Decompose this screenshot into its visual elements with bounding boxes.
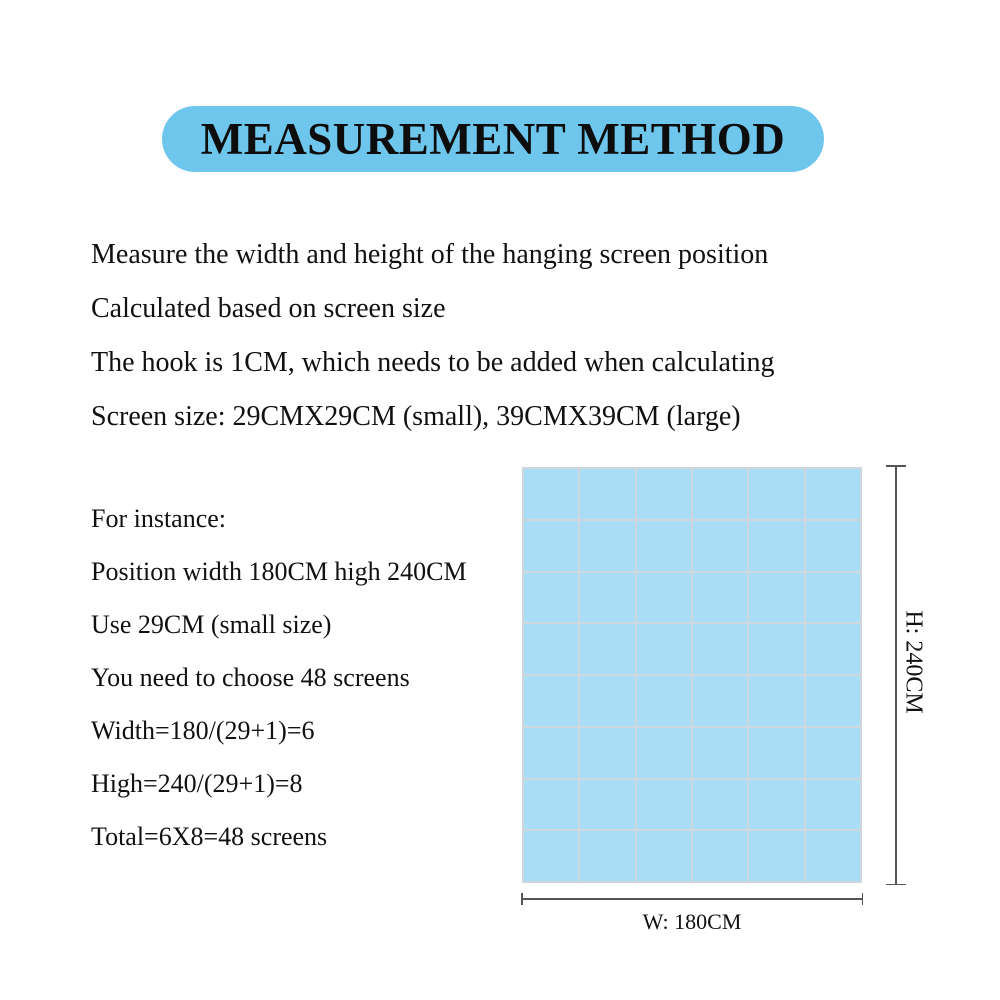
screen-tile <box>693 469 747 519</box>
screen-tile <box>749 624 803 674</box>
screen-tile <box>806 469 860 519</box>
screen-tile <box>637 521 691 571</box>
example-line-position: Position width 180CM high 240CM <box>91 557 467 586</box>
screen-tile <box>806 831 860 881</box>
screen-tile <box>749 831 803 881</box>
screen-tile <box>806 780 860 830</box>
screen-tile <box>693 728 747 778</box>
screen-tile <box>693 573 747 623</box>
title-banner <box>162 106 824 172</box>
screen-tile <box>637 831 691 881</box>
screen-tile <box>806 521 860 571</box>
example-line-screen-count: You need to choose 48 screens <box>91 663 410 692</box>
screen-tile <box>693 624 747 674</box>
screen-tile <box>524 573 578 623</box>
screen-tile <box>637 624 691 674</box>
screen-tile <box>806 728 860 778</box>
screen-tile <box>637 728 691 778</box>
height-label: H: 240CM <box>900 610 927 714</box>
screen-tile <box>749 728 803 778</box>
intro-line-screen-size: Screen size: 29CMX29CM (small), 39CMX39CM (large) <box>91 401 741 432</box>
width-label-row <box>0 909 1000 935</box>
width-dimension-line <box>521 893 863 905</box>
intro-line-calculated: Calculated based on screen size <box>91 293 446 324</box>
screen-tile <box>524 624 578 674</box>
screen-tile <box>693 780 747 830</box>
intro-line-measure: Measure the width and height of the hanging screen position <box>91 239 769 270</box>
page-title: MEASUREMENT METHOD <box>200 114 786 164</box>
example-line-heading: For instance: <box>91 504 227 533</box>
example-line-height-calc: High=240/(29+1)=8 <box>91 769 303 798</box>
screen-tile <box>637 573 691 623</box>
screen-tile <box>580 469 634 519</box>
height-dimension-rule <box>895 465 897 885</box>
screen-tile <box>580 624 634 674</box>
intro-line-hook: The hook is 1CM, which needs to be added when calculating <box>91 347 775 378</box>
example-text-block <box>91 492 467 863</box>
screen-tile <box>637 469 691 519</box>
screen-tile <box>693 831 747 881</box>
screen-tile <box>580 780 634 830</box>
screen-grid-diagram <box>522 467 862 883</box>
screen-tile <box>524 728 578 778</box>
screen-tile <box>806 676 860 726</box>
screen-tile <box>806 573 860 623</box>
screen-tile <box>749 469 803 519</box>
screen-tile <box>749 521 803 571</box>
height-dimension-cap-bottom <box>886 884 906 886</box>
screen-tile <box>637 780 691 830</box>
screen-tile <box>637 676 691 726</box>
width-dimension-rule <box>521 898 863 900</box>
screen-tile <box>580 831 634 881</box>
screen-tile <box>580 676 634 726</box>
screen-tile <box>524 521 578 571</box>
screen-tile <box>693 521 747 571</box>
intro-text-block <box>91 228 775 444</box>
screen-tile <box>524 780 578 830</box>
screen-tile <box>580 573 634 623</box>
screen-tile <box>806 624 860 674</box>
screen-tile <box>749 676 803 726</box>
screen-tile <box>580 521 634 571</box>
screen-tile <box>524 831 578 881</box>
width-label: W: 180CM <box>642 909 742 934</box>
screen-tile <box>693 676 747 726</box>
screen-tile <box>524 469 578 519</box>
example-line-width-calc: Width=180/(29+1)=6 <box>91 716 315 745</box>
width-dimension-cap-right <box>862 893 864 905</box>
example-line-total-calc: Total=6X8=48 screens <box>91 822 328 851</box>
screen-tile <box>580 728 634 778</box>
screen-tile <box>524 676 578 726</box>
screen-tile <box>749 573 803 623</box>
example-line-size-choice: Use 29CM (small size) <box>91 610 332 639</box>
screen-tile <box>749 780 803 830</box>
